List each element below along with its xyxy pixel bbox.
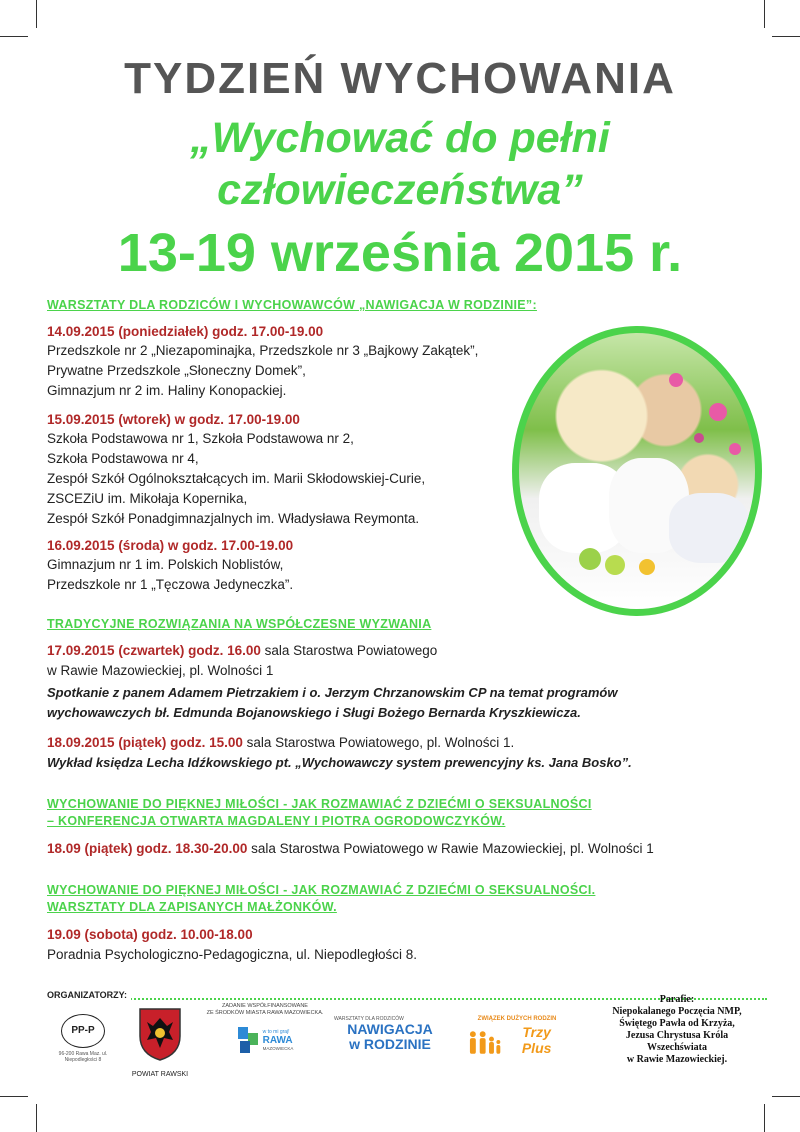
event-date: 16.09.2015 (środa) w godz. 17.00-19.00 bbox=[47, 538, 294, 553]
parish-line: Jezusa Chrystusa Króla bbox=[625, 1030, 729, 1041]
parish-line: Wszechświata bbox=[647, 1042, 707, 1053]
family-figures-icon bbox=[467, 1030, 502, 1056]
event-place: sala Starostwa Powiatowego w Rawie Mazowieckiej, pl. Wolności 1 bbox=[247, 841, 654, 856]
event-place: w Rawie Mazowieckiej, pl. Wolności 1 bbox=[47, 663, 274, 678]
event-date: 18.09.2015 (piątek) godz. 15.00 bbox=[47, 735, 243, 750]
event-places bbox=[47, 555, 293, 595]
crop-mark bbox=[36, 1104, 37, 1132]
event-places bbox=[47, 429, 425, 529]
event-line: Gimnazjum nr 1 im. Polskich Noblistów, bbox=[47, 557, 284, 572]
event-desc-line: wychowawczych bł. Edmunda Bojanowskiego i Sługi Bożego Bernarda Kryszkiewicza. bbox=[47, 705, 581, 720]
ppp-logo bbox=[48, 1014, 118, 1063]
event-date: 19.09 (sobota) godz. 10.00-18.00 bbox=[47, 927, 253, 942]
poster-subtitle bbox=[0, 112, 800, 216]
trzy-plus-logo bbox=[467, 1016, 567, 1056]
event-line: ZSCEZiU im. Mikołaja Kopernika, bbox=[47, 491, 248, 506]
trzy-plus-name: Trzy Plus bbox=[521, 1024, 552, 1056]
ppp-address: 96-200 Rawa Maz. ul. Niepodległości 8 bbox=[58, 1051, 108, 1063]
event-workshop bbox=[47, 925, 417, 965]
parish-line: Świętego Pawła od Krzyża, bbox=[619, 1018, 735, 1029]
crop-mark bbox=[764, 1104, 765, 1132]
event-description: Wykład księdza Lecha Idźkowskiego pt. „Wychowawczy system prewencyjny ks. Jana Bosko”. bbox=[47, 755, 632, 770]
crop-mark bbox=[772, 36, 800, 37]
poster-dates: 13-19 września 2015 r. bbox=[117, 223, 683, 283]
event-places bbox=[47, 341, 478, 401]
section-heading-conference: WYCHOWANIE DO PIĘKNEJ MIŁOŚCI - JAK ROZMAWIAĆ Z DZIEĆMI O SEKSUALNOŚCI bbox=[47, 797, 592, 811]
zdr-label: ZWIĄZEK DUŻYCH RODZIN bbox=[477, 1016, 557, 1022]
event-place: sala Starostwa Powiatowego, pl. Wolności 1. bbox=[242, 735, 515, 750]
event-conference bbox=[47, 839, 654, 859]
coat-of-arms-icon bbox=[137, 1006, 183, 1062]
crop-mark bbox=[764, 0, 765, 28]
event-place: Poradnia Psychologiczno-Pedagogiczna, ul. Niepodległości 8. bbox=[47, 947, 417, 962]
event-desc-line: Spotkanie z panem Adamem Pietrzakiem i o. Jerzym Chrzanowskim CP na temat programów bbox=[47, 685, 618, 700]
event-date: 15.09.2015 (wtorek) w godz. 17.00-19.00 bbox=[47, 412, 300, 427]
powiat-logo bbox=[120, 1006, 200, 1078]
cofunding-line-1: ZADANIE WSPÓŁFINANSOWANE bbox=[222, 1003, 308, 1009]
event-line: Szkoła Podstawowa nr 1, Szkoła Podstawowa nr 2, bbox=[47, 431, 354, 446]
rawa-logo bbox=[200, 1003, 330, 1055]
crop-mark bbox=[0, 1096, 28, 1097]
parish-line: Niepokalanego Poczęcia NMP, bbox=[612, 1006, 742, 1017]
rawa-name: RAWA bbox=[262, 1035, 293, 1046]
event-description bbox=[47, 683, 617, 723]
event-line: Gimnazjum nr 2 im. Haliny Konopackiej. bbox=[47, 383, 287, 398]
crop-mark bbox=[772, 1096, 800, 1097]
event-line: Zespół Szkół Ogólnokształcących im. Marii Skłodowskiej-Curie, bbox=[47, 471, 426, 486]
nawigacja-word: NAWIGACJA bbox=[347, 1021, 433, 1037]
parishes-list bbox=[592, 994, 762, 1066]
nawigacja-word-2: w RODZINIE bbox=[349, 1036, 431, 1052]
crop-mark bbox=[0, 36, 28, 37]
family-picnic-photo bbox=[512, 326, 762, 616]
parishes-heading: Parafie: bbox=[659, 994, 695, 1005]
poster-title: TYDZIEŃ WYCHOWANIA bbox=[124, 54, 676, 103]
event-date: 18.09 (piątek) godz. 18.30-20.00 bbox=[47, 841, 248, 856]
section-heading-traditional: TRADYCYJNE ROZWIĄZANIA NA WSPÓŁCZESNE WYZWANIA bbox=[47, 617, 432, 631]
ppp-logo-mark: PP-P bbox=[61, 1014, 105, 1048]
nawigacja-logo bbox=[330, 1016, 450, 1052]
event-line: Zespół Szkół Ponadgimnazjalnych im. Władysława Reymonta. bbox=[47, 511, 420, 526]
event-line: Przedszkole nr 1 „Tęczowa Jedyneczka”. bbox=[47, 577, 294, 592]
event-place: sala Starostwa Powiatowego bbox=[260, 643, 438, 658]
section-heading-workshop-couples: WYCHOWANIE DO PIĘKNEJ MIŁOŚCI - JAK ROZMAWIAĆ Z DZIEĆMI O SEKSUALNOŚCI. bbox=[47, 883, 596, 897]
rawa-sub: MAZOWIECKA bbox=[262, 1046, 294, 1051]
rawa-slogan: w to mi graj! bbox=[262, 1029, 290, 1035]
subtitle-line-1: „Wychować do pełni bbox=[190, 114, 610, 162]
parish-line: w Rawie Mazowieckiej. bbox=[626, 1054, 728, 1065]
section-heading-workshops: WARSZTATY DLA RODZICÓW I WYCHOWAWCÓW „NAWIGACJA W RODZINIE”: bbox=[47, 298, 537, 312]
event-ev2 bbox=[47, 733, 514, 753]
event-line: Przedszkole nr 2 „Niezapominajka, Przedszkole nr 3 „Bajkowy Zakątek”, bbox=[47, 343, 479, 358]
event-date: 14.09.2015 (poniedziałek) godz. 17.00-19.00 bbox=[47, 324, 324, 339]
cofunding-line-2: ZE ŚRODKÓW MIASTA RAWA MAZOWIECKA. bbox=[206, 1010, 324, 1016]
powiat-label: POWIAT RAWSKI bbox=[131, 1071, 189, 1078]
subtitle-line-2: człowieczeństwa” bbox=[217, 166, 583, 214]
puzzle-icon bbox=[237, 1025, 259, 1055]
crop-mark bbox=[36, 0, 37, 28]
nawigacja-small: WARSZTATY DLA RODZICÓW bbox=[334, 1016, 404, 1022]
organizers-label: ORGANIZATORZY: bbox=[47, 990, 131, 1000]
event-ev1 bbox=[47, 641, 437, 681]
section-heading-workshop-couples-2: WARSZTATY DLA ZAPISANYCH MAŁŻONKÓW. bbox=[47, 900, 337, 914]
event-line: Prywatne Przedszkole „Słoneczny Domek”, bbox=[47, 363, 306, 378]
event-line: Szkoła Podstawowa nr 4, bbox=[47, 451, 199, 466]
event-date: 17.09.2015 (czwartek) godz. 16.00 bbox=[47, 643, 261, 658]
section-heading-conference-2: – KONFERENCJA OTWARTA MAGDALENY I PIOTRA OGRODOWCZYKÓW. bbox=[47, 814, 506, 828]
